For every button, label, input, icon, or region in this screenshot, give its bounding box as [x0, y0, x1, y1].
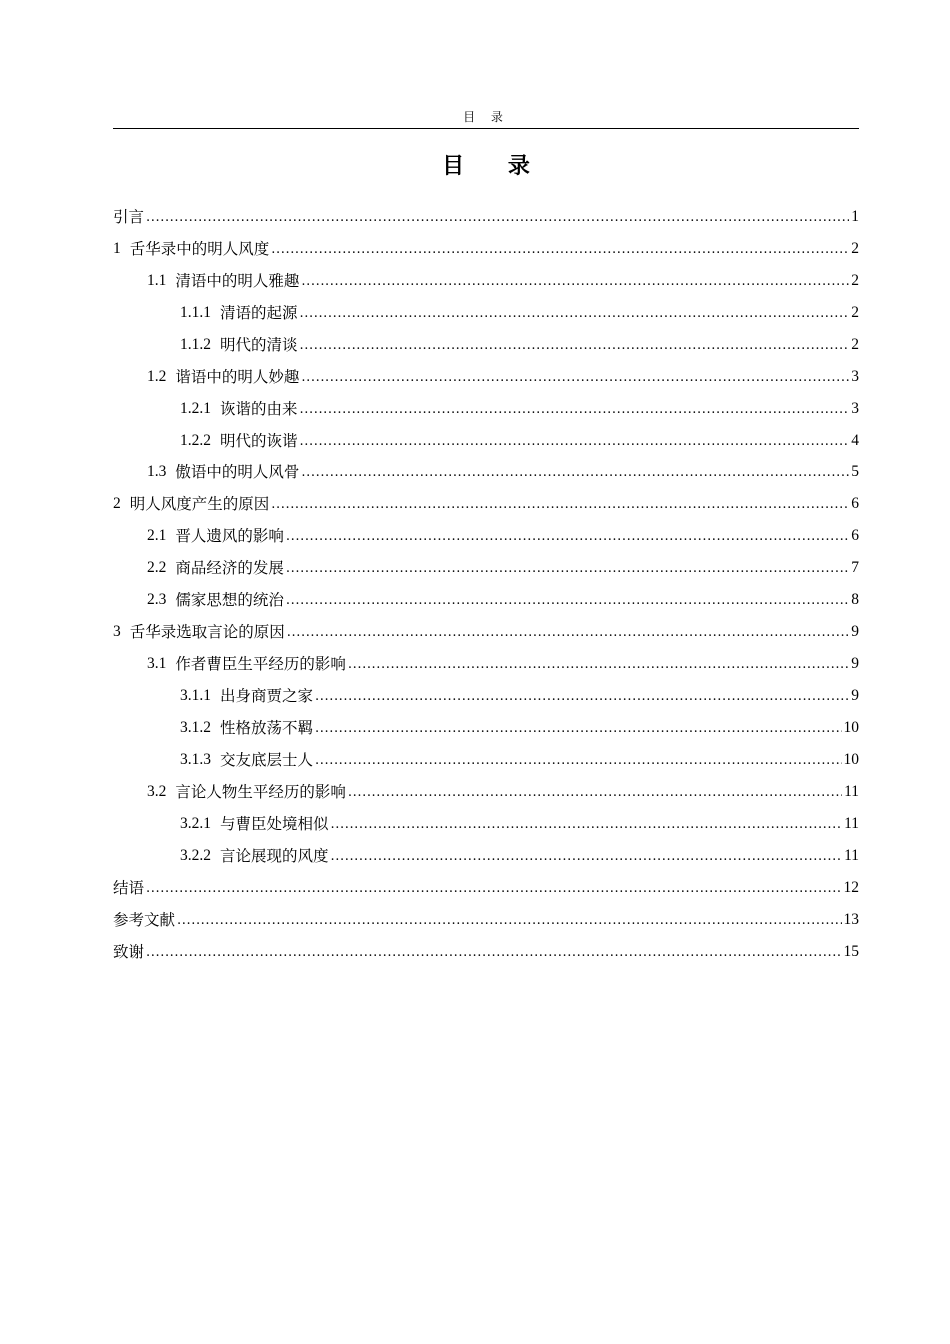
toc-entry-number: 1.2: [147, 367, 167, 385]
toc-dot-leader: [348, 781, 842, 803]
toc-entry-page: 2: [851, 335, 859, 353]
toc-entry-page: 10: [843, 750, 859, 768]
toc-entry[interactable]: [113, 707, 859, 739]
toc-entry[interactable]: [113, 388, 859, 420]
toc-dot-leader: [286, 557, 849, 579]
toc-entry[interactable]: [113, 675, 859, 707]
toc-dot-leader: [300, 302, 850, 324]
toc-entry-number: 1.2.1: [180, 399, 211, 417]
toc-dot-leader: [177, 909, 841, 931]
toc-entry-page: 9: [851, 687, 859, 704]
toc-entry-page: 2: [851, 271, 859, 289]
toc-entry-number: 3.1.2: [180, 718, 211, 736]
toc-entry-number: 3.2.2: [180, 846, 211, 864]
toc-entry[interactable]: [113, 547, 859, 579]
toc-entry-title: 作者曹臣生平经历的影响: [175, 655, 346, 674]
toc-entry-page: 6: [851, 527, 859, 545]
toc-entry-page: 11: [844, 782, 859, 800]
toc-entry-title: 诙谐的由来: [220, 399, 298, 418]
toc-entry-number: 3.1.1: [180, 687, 211, 704]
toc-dot-leader: [301, 270, 849, 292]
toc-entry-page: 11: [844, 846, 859, 864]
toc-entry-title: 交友底层士人: [220, 750, 314, 769]
toc-entry-title: 与曹臣处境相似: [220, 814, 329, 833]
toc-entry[interactable]: [113, 420, 859, 452]
toc-entry[interactable]: [113, 739, 859, 771]
toc-entry-page: 4: [851, 431, 859, 449]
toc-entry-title: 言论展现的风度: [220, 846, 329, 865]
toc-entry-title: 引言: [113, 207, 145, 226]
toc-entry-page: 1: [851, 207, 859, 225]
toc-entry-number: 1.1: [147, 271, 167, 289]
toc-entry-title: 商品经济的发展: [175, 559, 284, 578]
toc-dot-leader: [300, 334, 850, 356]
toc-dot-leader: [315, 685, 849, 707]
toc-entry[interactable]: [113, 803, 859, 835]
toc-entry-title: 言论人物生平经历的影响: [175, 782, 346, 801]
toc-entry[interactable]: [113, 228, 859, 260]
toc-entry-number: 1.2.2: [180, 431, 211, 449]
toc-dot-leader: [287, 621, 849, 643]
toc-entry-number: 1.1.2: [180, 335, 211, 353]
toc-entry-title: 舌华录中的明人风度: [129, 239, 270, 258]
toc-entry-page: 5: [851, 463, 859, 481]
toc-dot-leader: [348, 653, 849, 675]
toc-entry[interactable]: [113, 579, 859, 611]
toc-entry-title: 明代的诙谐: [220, 431, 298, 450]
toc-entry-title: 清语中的明人雅趣: [175, 271, 300, 290]
toc-dot-leader: [286, 525, 849, 547]
toc-dot-leader: [300, 398, 850, 420]
toc-entry-page: 9: [851, 623, 859, 641]
toc-entry-number: 2.2: [147, 559, 167, 577]
toc-entry-title: 舌华录选取言论的原因: [129, 623, 285, 642]
toc-entry-title: 结语: [113, 878, 145, 897]
toc-entry[interactable]: [113, 931, 859, 963]
toc-dot-leader: [331, 845, 843, 867]
toc-entry-page: 2: [851, 239, 859, 257]
toc-entry-page: 12: [843, 878, 859, 896]
toc-entry-page: 15: [843, 942, 859, 960]
toc-dot-leader: [271, 493, 849, 515]
toc-entry-page: 7: [851, 559, 859, 577]
toc-entry-number: 3.1.3: [180, 750, 211, 768]
toc-dot-leader: [315, 717, 841, 739]
toc-entry-page: 13: [843, 910, 859, 928]
toc-entry-title: 出身商贾之家: [220, 687, 314, 705]
toc-dot-leader: [331, 813, 843, 835]
running-header: 目 录: [463, 110, 509, 124]
toc-entry[interactable]: [113, 324, 859, 356]
toc-entry-page: 3: [851, 367, 859, 385]
toc-entry-number: 2.3: [147, 591, 167, 609]
toc-entry[interactable]: [113, 452, 859, 484]
toc-entry-title: 傲语中的明人风骨: [175, 463, 300, 482]
toc-entry[interactable]: [113, 356, 859, 388]
toc-dot-leader: [146, 877, 841, 899]
toc-dot-leader: [301, 366, 849, 388]
toc-dot-leader: [271, 238, 849, 260]
toc-entry-page: 9: [851, 655, 859, 673]
toc-dot-leader: [315, 749, 841, 771]
toc-entry-title: 谐语中的明人妙趣: [175, 367, 300, 386]
toc-entry-number: 3: [113, 623, 121, 641]
page-title: 目 录: [442, 153, 548, 179]
toc-dot-leader: [146, 941, 841, 963]
toc-entry-page: 2: [851, 303, 859, 321]
toc-entry-page: 6: [851, 495, 859, 513]
toc-entry[interactable]: [113, 611, 859, 643]
toc-entry-title: 晋人遗风的影响: [175, 527, 284, 546]
toc-entry-page: 8: [851, 591, 859, 609]
toc-entry[interactable]: [113, 643, 859, 675]
toc-dot-leader: [146, 206, 849, 228]
toc-entry-number: 3.1: [147, 655, 167, 673]
toc-entry[interactable]: [113, 771, 859, 803]
toc-entry[interactable]: [113, 867, 859, 899]
toc-entry[interactable]: [113, 899, 859, 931]
toc-entry-title: 性格放荡不羁: [220, 718, 314, 737]
toc-entry-number: 2: [113, 495, 121, 513]
table-of-contents: [113, 196, 859, 963]
toc-entry-number: 1: [113, 239, 121, 257]
toc-entry[interactable]: [113, 835, 859, 867]
toc-entry-title: 明人风度产生的原因: [129, 495, 270, 514]
toc-entry-number: 3.2: [147, 782, 167, 800]
toc-entry-title: 儒家思想的统治: [175, 591, 284, 610]
toc-entry[interactable]: [113, 260, 859, 292]
toc-entry-number: 1.1.1: [180, 303, 211, 321]
toc-entry-title: 清语的起源: [220, 303, 298, 322]
toc-entry[interactable]: [113, 292, 859, 324]
toc-entry-page: 11: [844, 814, 859, 832]
toc-entry-page: 10: [843, 718, 859, 736]
header-rule: [113, 128, 859, 129]
toc-entry-title: 致谢: [113, 942, 145, 961]
toc-entry-number: 2.1: [147, 527, 167, 545]
toc-dot-leader: [301, 461, 849, 483]
toc-entry[interactable]: [113, 515, 859, 547]
toc-entry[interactable]: [113, 196, 859, 228]
toc-entry-title: 参考文献: [113, 910, 176, 929]
toc-entry-page: 3: [851, 399, 859, 417]
toc-entry-number: 3.2.1: [180, 814, 211, 832]
toc-entry[interactable]: [113, 483, 859, 515]
toc-entry-title: 明代的清谈: [220, 335, 298, 354]
toc-dot-leader: [286, 589, 849, 611]
toc-dot-leader: [300, 430, 850, 452]
toc-entry-number: 1.3: [147, 463, 167, 481]
